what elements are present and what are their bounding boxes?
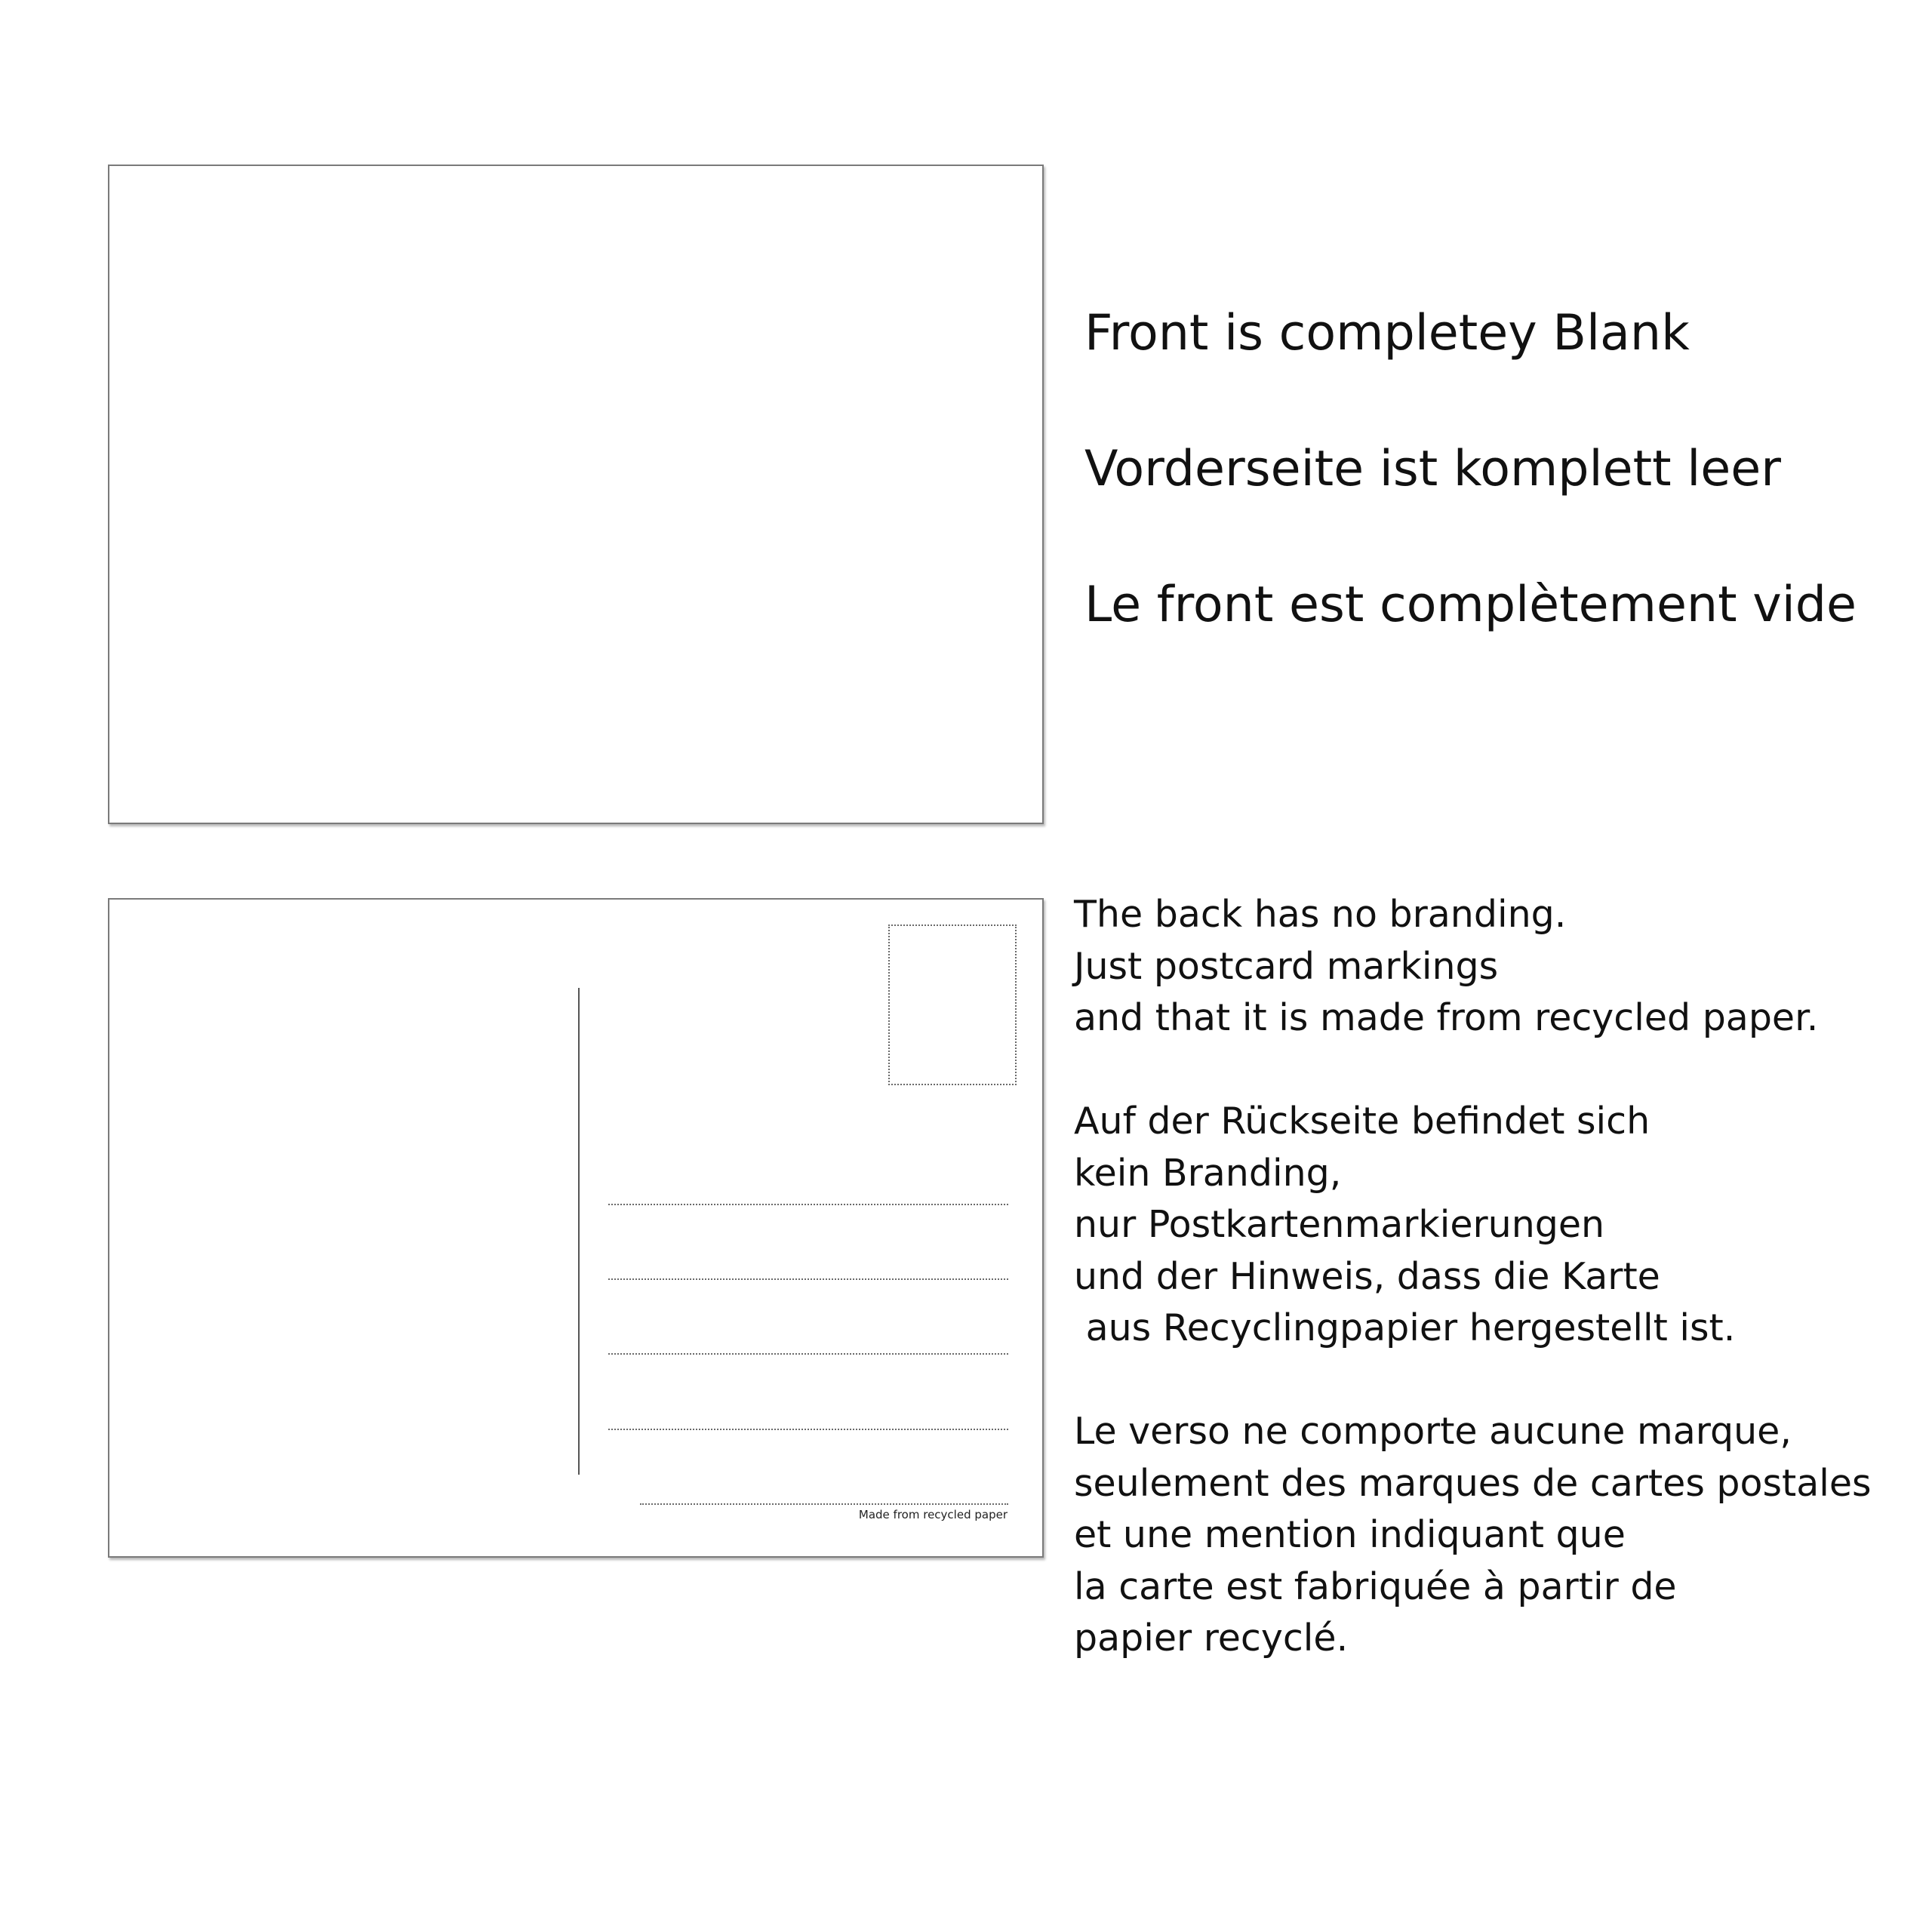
- address-line: [608, 1278, 1008, 1280]
- text-line: The back has no branding.: [1074, 893, 1567, 936]
- text-line: and that it is made from recycled paper.: [1074, 996, 1819, 1039]
- stamp-box: [888, 924, 1017, 1085]
- text-line: nur Postkartenmarkierungen: [1074, 1203, 1605, 1246]
- front-description-french: Le front est complètement vide: [1084, 577, 1857, 633]
- text-line: et une mention indiquant que: [1074, 1513, 1626, 1556]
- address-line: [640, 1503, 1008, 1505]
- front-description-english: Front is completey Blank: [1084, 305, 1690, 361]
- message-address-divider: [578, 988, 580, 1475]
- address-line: [608, 1353, 1008, 1355]
- text-line: papier recyclé.: [1074, 1617, 1349, 1660]
- text-line: Just postcard markings: [1074, 944, 1499, 988]
- address-line: [608, 1204, 1008, 1205]
- text-line: la carte est fabriquée à partir de: [1074, 1564, 1677, 1608]
- back-description-english: [1074, 889, 1923, 1044]
- text-line: seulement des marques de cartes postales: [1074, 1461, 1872, 1505]
- front-description: [1084, 303, 1922, 635]
- postcard-front: [108, 165, 1044, 824]
- front-description-german: Vorderseite ist komplett leer: [1084, 441, 1781, 497]
- back-description: [1074, 889, 1923, 1665]
- text-line: Le verso ne comporte aucune marque,: [1074, 1410, 1792, 1453]
- address-line: [608, 1429, 1008, 1430]
- text-line: Auf der Rückseite befindet sich: [1074, 1100, 1651, 1143]
- text-line: und der Hinweis, dass die Karte: [1074, 1254, 1660, 1298]
- text-line: aus Recyclingpapier hergestellt ist.: [1074, 1306, 1736, 1349]
- postcard-back: [108, 898, 1044, 1558]
- back-description-french: [1074, 1406, 1923, 1665]
- recycled-paper-note: Made from recycled paper: [858, 1508, 1008, 1521]
- text-line: kein Branding,: [1074, 1151, 1342, 1195]
- back-description-german: [1074, 1096, 1923, 1355]
